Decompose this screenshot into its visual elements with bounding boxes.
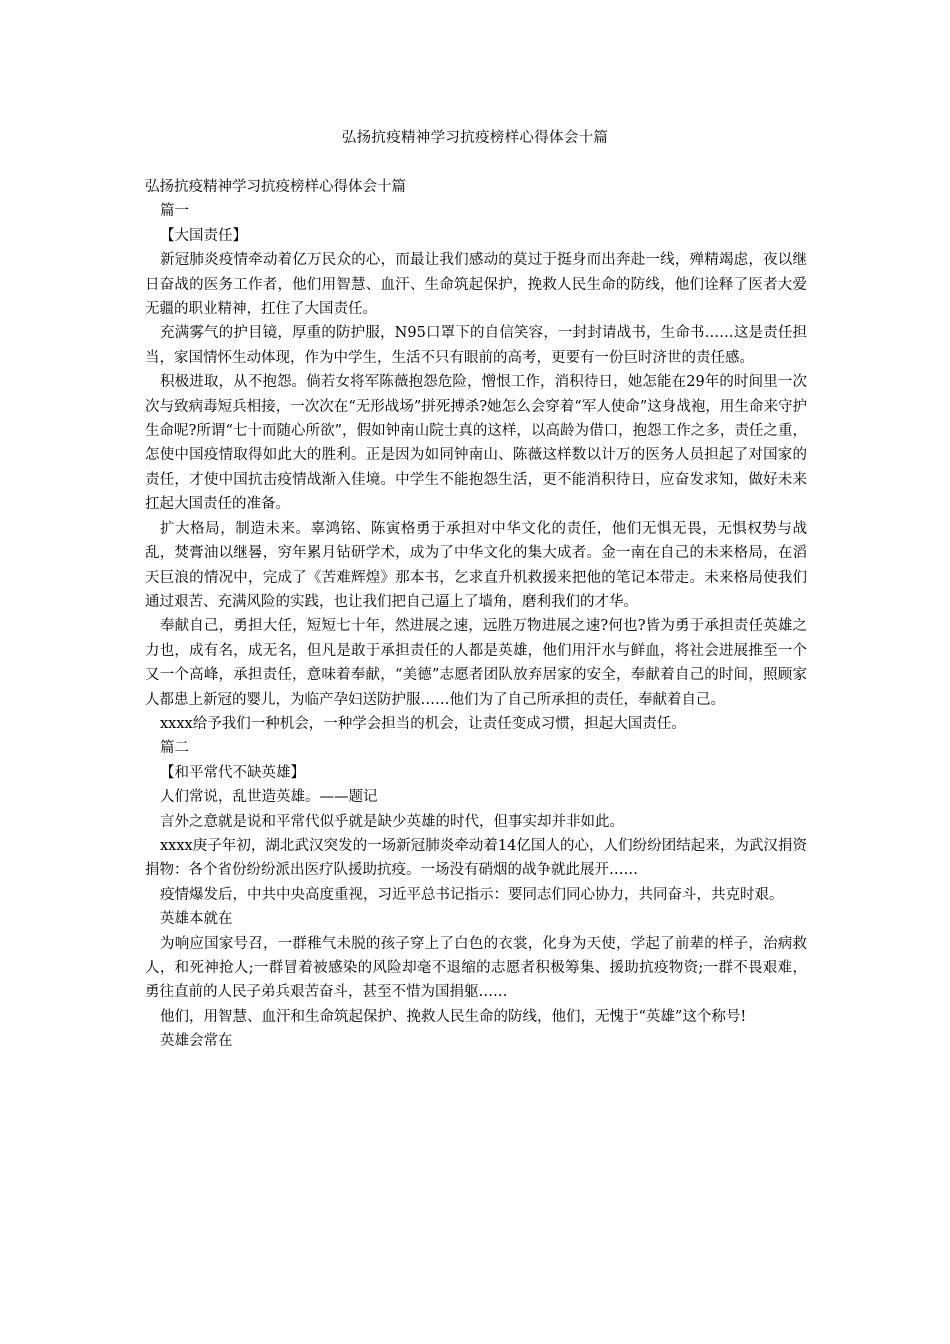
paragraph: 奉献自己，勇担大任，短短七十年，然进展之速，远胜万物进展之速?何也?皆为勇于承担责任英雄之力也，成有名，成无名，但凡是敢于承担责任的人都是英雄，他们用汗水与鲜血，将社会进展推至一个又一个高峰，承担责任，意味着奉献，“美德”志愿者团队放弃居家的安全，奉献着自己的时间，照顾家人都患上新冠的婴儿，为临产孕妇送防护服……他们为了自己所承担的责任，奉献着自己。 [145, 618, 807, 708]
paragraph: 人们常说，乱世造英雄。——题记 [160, 789, 378, 806]
paragraph: 疫情爆发后，中共中央高度重视，习近平总书记指示：要同志们同心协力，共同奋斗，共克时艰。 [160, 886, 784, 903]
paragraph: 弘扬抗疫精神学习抗疫榜样心得体会十篇 [145, 179, 406, 195]
paragraph: 篇一 [160, 203, 189, 220]
paragraph: 【和平常代不缺英雄】 [160, 764, 305, 781]
paragraph: xxxx给予我们一种机会，一种学会担当的机会，让责任变成习惯，担起大国责任。 [160, 715, 686, 732]
paragraph: 英雄本就在 [160, 911, 233, 928]
paragraph: 充满雾气的护目镜，厚重的防护服，N95口罩下的自信笑容，一封封请战书，生命书……这是责任担当，家国情怀生动体现，作为中学生，生活不只有眼前的高考，更要有一份巨时济世的责任感。 [145, 325, 807, 366]
paragraph: 扩大格局，制造未来。辜鸿铭、陈寅格勇于承担对中华文化的责任，他们无惧无畏，无惧权势与战乱，焚膏油以继晷，穷年累月钻研学术，成为了中华文化的集大成者。金一南在自己的未来格局，在滔天巨浪的情况中，完成了《苦难辉煌》那本书，乞求直升机救援来把他的笔记本带走。未来格局使我们通过艰苦、充满风险的实践，也让我们把自己逼上了墙角，磨利我们的才华。 [145, 520, 807, 610]
paragraph: 英雄会常在 [160, 1033, 233, 1050]
paragraph: 他们，用智慧、血汗和生命筑起保护、挽救人民生命的防线，他们，无愧于“英雄”这个称号! [160, 1008, 747, 1025]
paragraph: 新冠肺炎疫情牵动着亿万民众的心，而最让我们感动的莫过于挺身而出奔赴一线，殚精竭虑，夜以继日奋战的医务工作者，他们用智慧、血汗、生命筑起保护，挽救人民生命的防线，他们诠释了医者大爱无疆的职业精神，扛住了大国责任。 [145, 252, 807, 318]
paragraph: 篇二 [160, 740, 189, 757]
paragraph: xxxx庚子年初，湖北武汉突发的一场新冠肺炎牵动着14亿国人的心，人们纷纷团结起来，为武汉捐资捐物：各个省份纷纷派出医疗队援助抗疫。一场没有硝烟的战争就此展开…… [145, 837, 807, 879]
paragraph: 为响应国家号召，一群稚气未脱的孩子穿上了白色的衣裳，化身为天使，学起了前辈的样子，治病救人，和死神抢人;一群冒着被感染的风险却毫不退缩的志愿者积极筹集、援助抗疫物资;一群不畏艰难，勇往直前的人民子弟兵艰苦奋斗，甚至不惜为国捐躯…… [145, 935, 807, 1001]
document-title: 弘扬抗疫精神学习抗疫榜样心得体会十篇 [341, 130, 609, 146]
paragraph: 【大国责任】 [160, 227, 247, 244]
document-body [145, 175, 807, 1054]
paragraph: 积极进取，从不抱怨。倘若女将军陈薇抱怨危险，憎恨工作，消积待日，她怎能在29年的时间里一次次与致病毒短兵相接，一次次在“无形战场”拼死搏杀?她怎么会穿着“军人使命”这身战袍，用生命来守护生命呢?所谓“七十而随心所欲”，假如钟南山院士真的这样，以高龄为借口，抱怨工作之多，责任之重，怎使中国疫情取得如此大的胜利。正是因为如同钟南山、陈薇这样数以计万的医务人员担起了对国家的责任，才使中国抗击疫情战渐入佳境。中学生不能抱怨生活，更不能消积待日，应奋发求知，做好未来扛起大国责任的准备。 [145, 374, 807, 513]
paragraph: 言外之意就是说和平常代似乎就是缺少英雄的时代，但事实却并非如此。 [160, 813, 624, 830]
